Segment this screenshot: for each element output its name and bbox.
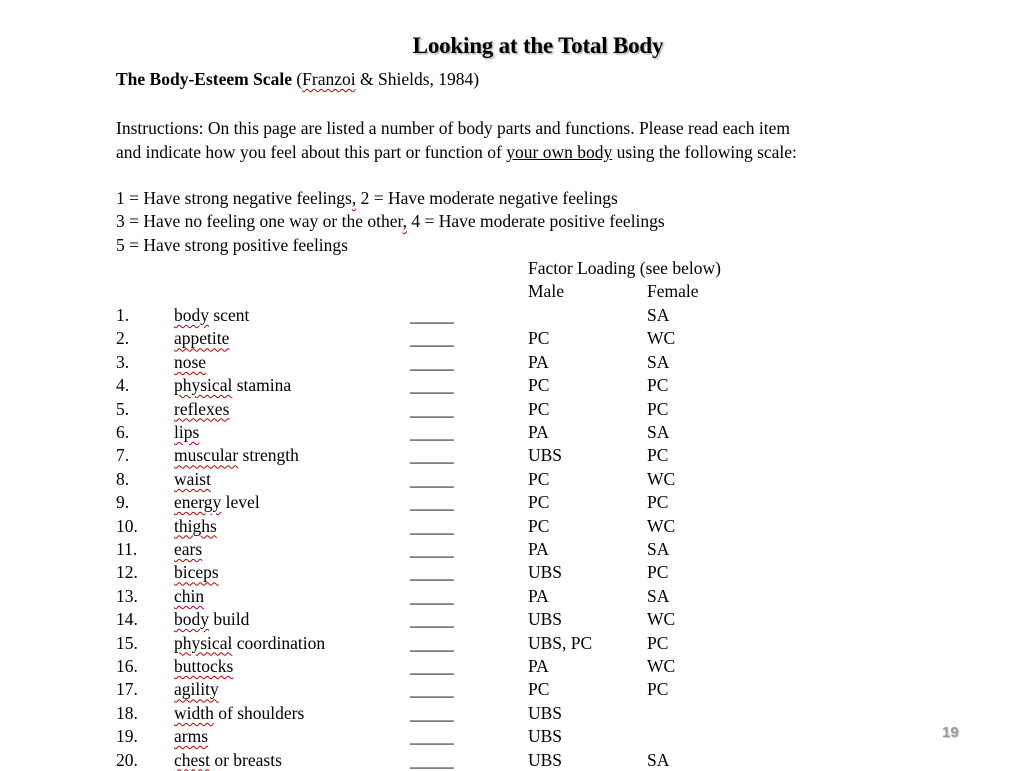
female-factor: SA xyxy=(647,585,670,606)
male-factor: PC xyxy=(528,398,550,419)
table-row xyxy=(116,515,916,537)
male-factor: UBS xyxy=(528,726,563,747)
table-row xyxy=(116,491,916,513)
item-word-rest: level xyxy=(221,492,260,513)
item-word: waist xyxy=(174,468,211,489)
male-factor: UBS xyxy=(528,749,563,770)
item-number: 7. xyxy=(116,445,130,466)
table-row xyxy=(116,538,916,560)
instructions-line-1: Instructions: On this page are listed a number of body parts and functions. Please read each item xyxy=(116,118,791,138)
female-factor: WC xyxy=(647,468,676,489)
response-blank[interactable]: _____ xyxy=(410,328,454,349)
male-factor: UBS xyxy=(528,445,563,466)
item-word: physical xyxy=(174,375,233,396)
item-label xyxy=(174,421,199,443)
instructions-emphasis: your own body xyxy=(506,142,613,162)
response-blank[interactable]: _____ xyxy=(410,679,454,700)
item-number: 8. xyxy=(116,468,130,489)
table-row xyxy=(116,678,916,700)
instructions-text: and indicate how you feel about this part or function of xyxy=(116,142,507,162)
scale-option-3: 3 = Have no feeling one way or the other xyxy=(116,211,403,231)
response-blank[interactable]: _____ xyxy=(410,726,454,747)
item-word-rest: of shoulders xyxy=(213,702,305,723)
item-number: 17. xyxy=(116,679,138,700)
item-number: 12. xyxy=(116,562,138,583)
scale-option-2: 2 = Have moderate negative feelings xyxy=(356,188,618,208)
male-factor: PC xyxy=(528,515,550,536)
item-word: muscular xyxy=(174,445,239,466)
item-word-rest: scent xyxy=(209,305,250,325)
scale-line-1 xyxy=(116,187,618,209)
male-factor: PC xyxy=(528,492,550,513)
scale-line-2 xyxy=(116,210,665,232)
item-number: 6. xyxy=(116,422,130,442)
table-row xyxy=(116,468,916,490)
item-word: thighs xyxy=(174,515,217,536)
item-word: appetite xyxy=(174,328,230,349)
citation-rest: & Shields, 1984) xyxy=(355,69,480,89)
item-word: agility xyxy=(174,679,219,700)
response-blank[interactable]: _____ xyxy=(410,632,454,653)
item-label xyxy=(174,608,249,630)
item-number: 18. xyxy=(116,702,138,723)
table-row xyxy=(116,725,916,747)
item-number: 16. xyxy=(116,656,138,676)
table-row xyxy=(116,327,916,349)
response-blank[interactable]: _____ xyxy=(410,562,454,583)
table-row xyxy=(116,608,916,630)
item-label xyxy=(174,725,208,747)
table-row xyxy=(116,585,916,607)
item-number: 14. xyxy=(116,609,138,630)
response-blank[interactable]: _____ xyxy=(410,609,454,630)
male-factor: PA xyxy=(528,539,549,559)
item-label xyxy=(174,678,219,700)
item-label xyxy=(174,374,291,396)
table-row xyxy=(116,374,916,396)
page-number: 19 xyxy=(942,724,959,741)
item-number: 11. xyxy=(116,539,138,559)
item-word: width xyxy=(174,702,214,723)
male-factor: UBS, PC xyxy=(528,632,593,653)
citation-author: Franzoi xyxy=(302,69,356,89)
item-number: 20. xyxy=(116,749,138,770)
response-blank[interactable]: _____ xyxy=(410,468,454,489)
response-blank[interactable]: _____ xyxy=(410,515,454,536)
table-row xyxy=(116,561,916,583)
response-blank[interactable]: _____ xyxy=(410,539,454,559)
female-factor: PC xyxy=(647,632,669,653)
response-blank[interactable]: _____ xyxy=(410,656,454,676)
item-number: 15. xyxy=(116,632,138,653)
item-number: 3. xyxy=(116,351,130,372)
citation-open: ( xyxy=(291,69,303,89)
item-word: nose xyxy=(174,351,207,372)
scale-option-1: 1 = Have strong negative feelings xyxy=(116,188,352,208)
male-factor: PA xyxy=(528,422,549,442)
item-label xyxy=(174,749,282,771)
item-word: buttocks xyxy=(174,656,234,676)
item-word: arms xyxy=(174,726,209,747)
female-factor: SA xyxy=(647,539,670,559)
item-label xyxy=(174,561,219,583)
female-factor: SA xyxy=(647,422,670,442)
item-word: chest xyxy=(174,749,210,770)
item-number: 19. xyxy=(116,726,138,747)
slide-title: Looking at the Total Body xyxy=(412,33,664,58)
scale-separator: , xyxy=(402,211,408,231)
response-blank[interactable]: _____ xyxy=(410,492,454,513)
item-word: ears xyxy=(174,539,203,559)
response-blank[interactable]: _____ xyxy=(410,585,454,606)
table-row xyxy=(116,655,916,677)
response-blank[interactable]: _____ xyxy=(410,398,454,419)
table-row xyxy=(116,749,916,771)
male-factor: PA xyxy=(528,585,549,606)
scale-title-line xyxy=(116,68,479,90)
response-blank[interactable]: _____ xyxy=(410,445,454,466)
item-label xyxy=(174,351,206,373)
table-row xyxy=(116,398,916,420)
male-factor: PC xyxy=(528,375,550,396)
item-word: biceps xyxy=(174,562,219,583)
item-word-rest: build xyxy=(209,609,250,630)
instructions-line-2 xyxy=(116,141,797,163)
male-factor: PC xyxy=(528,328,550,349)
item-label xyxy=(174,702,304,724)
scale-option-4: 4 = Have moderate positive feelings xyxy=(407,211,665,231)
male-factor: PC xyxy=(528,468,550,489)
item-word: energy xyxy=(174,492,222,513)
table-row xyxy=(116,444,916,466)
item-label xyxy=(174,632,325,654)
response-blank[interactable]: _____ xyxy=(410,702,454,723)
item-number: 1. xyxy=(116,305,130,325)
male-factor: PC xyxy=(528,679,550,700)
instructions-text-end: using the following scale: xyxy=(612,142,797,162)
response-blank[interactable]: _____ xyxy=(410,305,454,325)
table-row xyxy=(116,351,916,373)
item-word-rest: strength xyxy=(238,445,299,466)
item-label xyxy=(174,538,202,560)
item-word: body xyxy=(174,305,209,325)
male-factor: UBS xyxy=(528,702,563,723)
item-label xyxy=(174,468,211,490)
female-factor: PC xyxy=(647,375,669,396)
female-factor: PC xyxy=(647,445,669,466)
male-factor: PA xyxy=(528,656,549,676)
female-column-header: Female xyxy=(647,281,699,301)
item-word: reflexes xyxy=(174,398,230,419)
response-blank[interactable]: _____ xyxy=(410,351,454,372)
table-row xyxy=(116,421,916,443)
response-blank[interactable]: _____ xyxy=(410,375,454,396)
item-label xyxy=(174,655,233,677)
male-column-header: Male xyxy=(528,281,564,301)
item-word-rest: or breasts xyxy=(209,749,282,770)
female-factor: WC xyxy=(647,328,676,349)
item-word-rest: coordination xyxy=(232,632,326,653)
item-word: body xyxy=(174,609,209,630)
table-row xyxy=(116,304,916,326)
female-factor: PC xyxy=(647,492,669,513)
item-label xyxy=(174,491,260,513)
item-label xyxy=(174,304,249,326)
item-label xyxy=(174,327,229,349)
item-number: 5. xyxy=(116,398,130,419)
table-row xyxy=(116,632,916,654)
scale-separator: , xyxy=(351,188,357,208)
item-word-rest: stamina xyxy=(232,375,292,396)
table-row xyxy=(116,702,916,724)
female-factor: PC xyxy=(647,679,669,700)
item-label xyxy=(174,398,229,420)
item-number: 13. xyxy=(116,585,138,606)
response-blank[interactable]: _____ xyxy=(410,422,454,442)
male-factor: PA xyxy=(528,351,549,372)
item-number: 2. xyxy=(116,328,130,349)
female-factor: SA xyxy=(647,749,670,770)
item-number: 9. xyxy=(116,492,130,513)
female-factor: PC xyxy=(647,562,669,583)
male-factor: UBS xyxy=(528,562,563,583)
female-factor: SA xyxy=(647,351,670,372)
item-word: chin xyxy=(174,585,205,606)
response-blank[interactable]: _____ xyxy=(410,749,454,770)
female-factor: SA xyxy=(647,305,670,325)
female-factor: WC xyxy=(647,515,676,536)
female-factor: PC xyxy=(647,398,669,419)
item-word: lips xyxy=(174,422,200,442)
scale-name: The Body-Esteem Scale xyxy=(116,69,292,89)
female-factor: WC xyxy=(647,656,676,676)
scale-line-3: 5 = Have strong positive feelings xyxy=(116,235,348,255)
item-word: physical xyxy=(174,632,233,653)
item-number: 4. xyxy=(116,375,130,396)
factor-loading-header: Factor Loading (see below) xyxy=(528,258,721,278)
female-factor: WC xyxy=(647,609,676,630)
item-number: 10. xyxy=(116,515,138,536)
male-factor: UBS xyxy=(528,609,563,630)
item-label xyxy=(174,585,204,607)
item-label xyxy=(174,444,299,466)
item-label xyxy=(174,515,217,537)
